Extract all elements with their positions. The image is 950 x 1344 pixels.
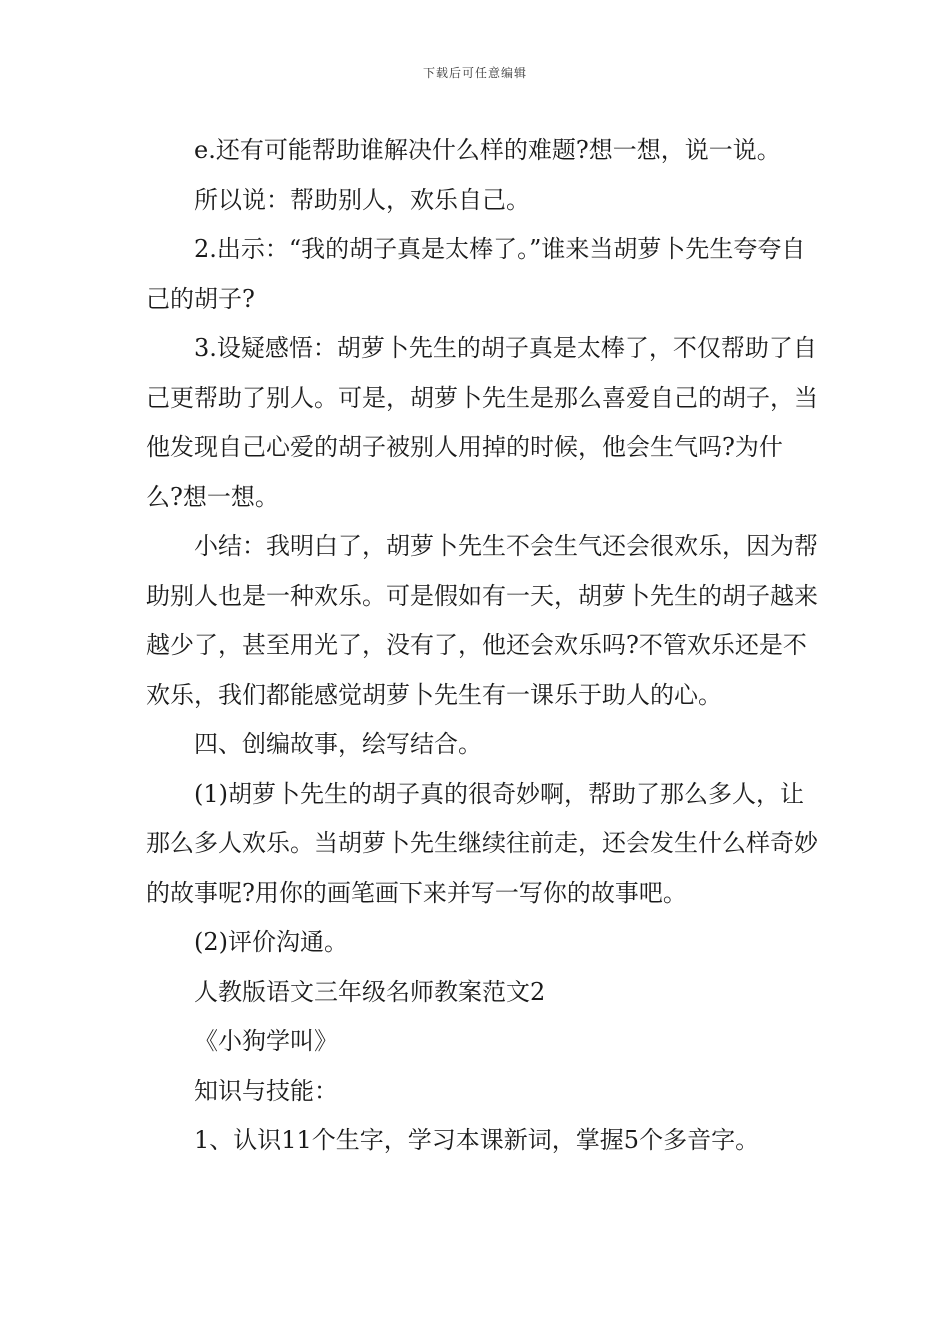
paragraph-7: (1)胡萝卜先生的胡子真的很奇妙啊，帮助了那么多人，让那么多人欢乐。当胡萝卜先生继续往前走，还会发生什么样奇妙的故事呢?用你的画笔画下来并写一写你的故事吧。 — [146, 779, 818, 907]
page-header: 下载后可任意编辑 — [422, 66, 527, 80]
paragraph-5: 小结：我明白了，胡萝卜先生不会生气还会很欢乐，因为帮助别人也是一种欢乐。可是假如有一天，胡萝卜先生的胡子越来越少了，甚至用光了，没有了，他还会欢乐吗?不管欢乐还是不欢乐，我们都能感觉胡萝卜先生有一课乐于助人的心。 — [146, 532, 818, 709]
paragraph-3: 2.出示：“我的胡子真是太棒了。”谁来当胡萝卜先生夸夸自己的胡子? — [146, 235, 806, 313]
paragraph-4: 3.设疑感悟：胡萝卜先生的胡子真是太棒了，不仅帮助了自己更帮助了别人。可是，胡萝卜先生是那么喜爱自己的胡子，当他发现自己心爱的胡子被别人用掉的时候，他会生气吗?为什么?想一想。 — [146, 334, 818, 511]
paragraph-12: 1、认识11个生字，学习本课新词，掌握5个多音字。 — [194, 1126, 760, 1154]
subheading-knowledge-skills: 知识与技能： — [194, 1076, 338, 1105]
paragraph-8: (2)评价沟通。 — [194, 928, 348, 956]
section-title: 人教版语文三年级名师教案范文2 — [194, 977, 546, 1006]
document-body — [146, 126, 818, 1166]
section-heading-create-story: 四、创编故事，绘写结合。 — [194, 730, 482, 758]
paragraph-2: 所以说：帮助别人，欢乐自己。 — [194, 185, 530, 214]
lesson-title: 《小狗学叫》 — [194, 1027, 338, 1055]
paragraph-1: e.还有可能帮助谁解决什么样的难题?想一想，说一说。 — [194, 136, 781, 164]
